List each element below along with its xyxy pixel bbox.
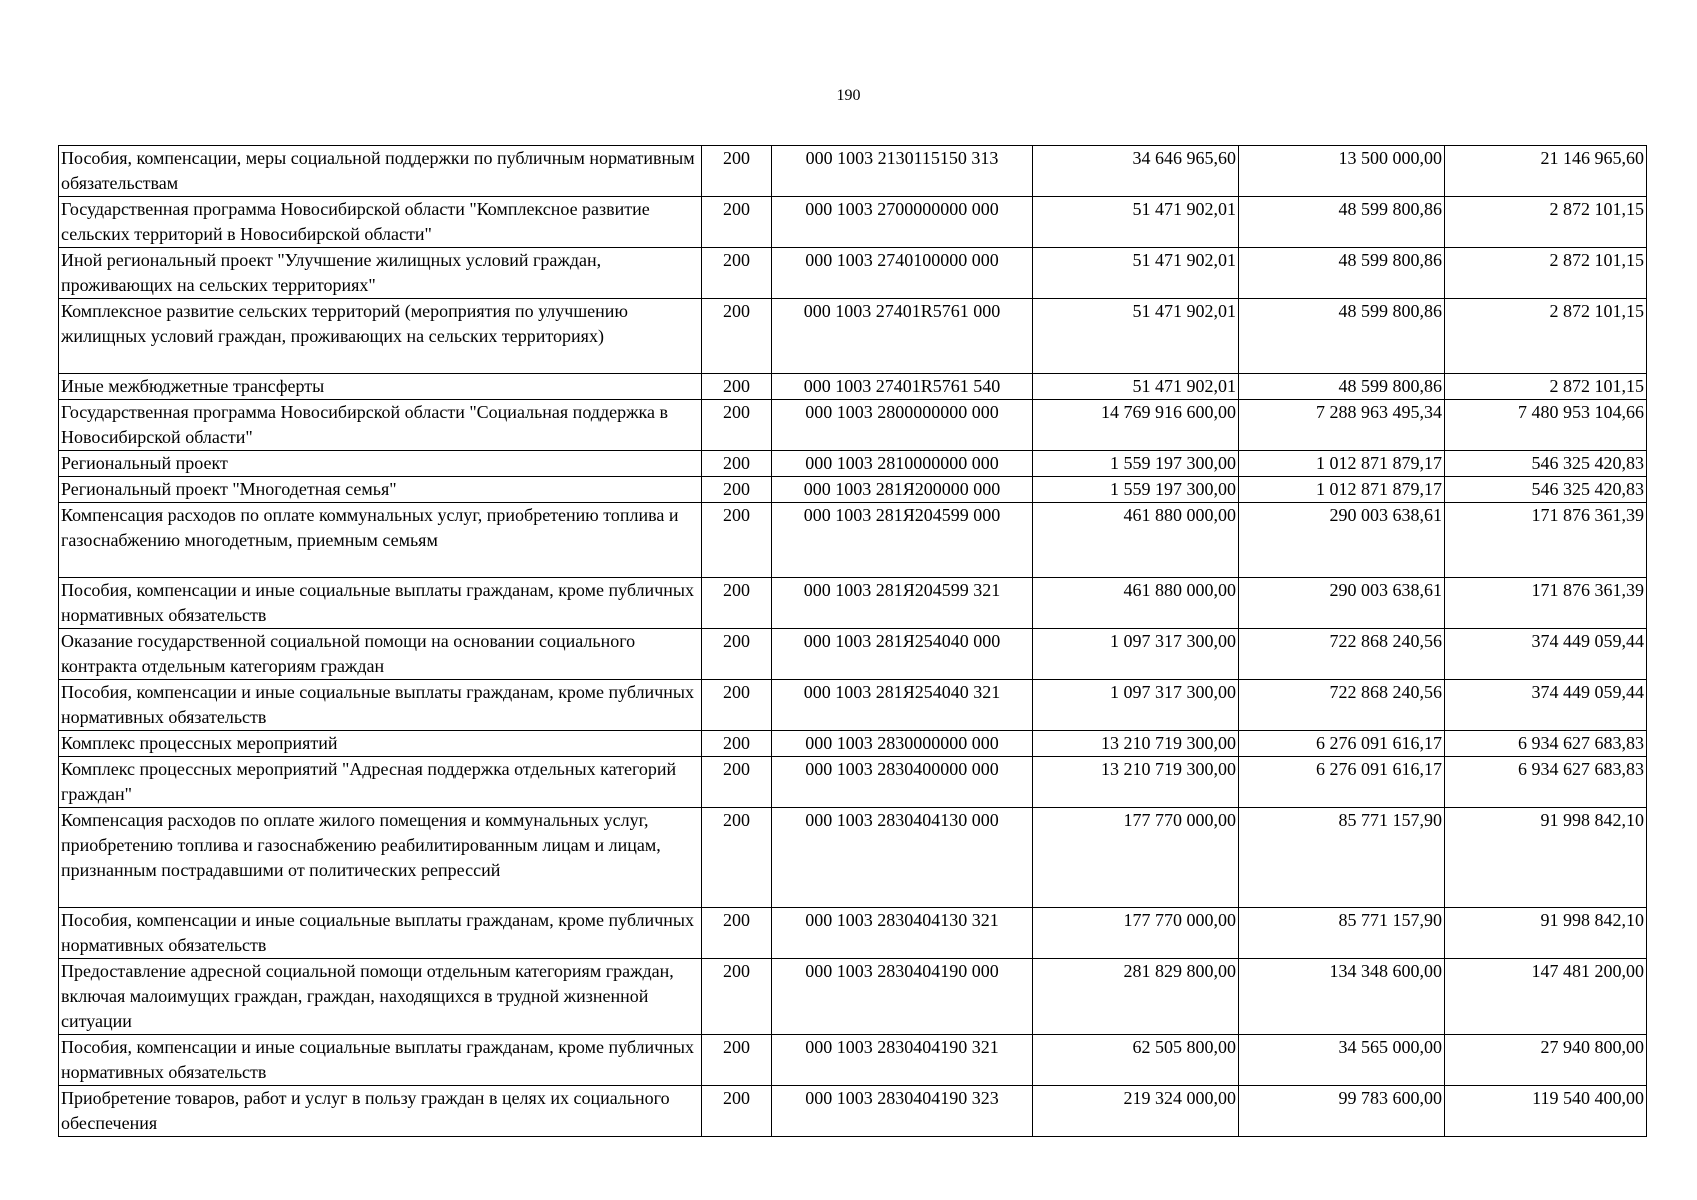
cell-admin-code: 200 (702, 451, 772, 477)
cell-executed: 48 599 800,86 (1239, 248, 1445, 299)
cell-executed: 48 599 800,86 (1239, 299, 1445, 374)
table-row (59, 503, 1647, 578)
cell-name: Предоставление адресной социальной помощи отдельным категориям граждан, включая малоимущих граждан, граждан, находящихся в трудной жизненной ситуации (59, 959, 702, 1035)
table-row (59, 959, 1647, 1035)
cell-admin-code: 200 (702, 680, 772, 731)
cell-approved: 51 471 902,01 (1033, 374, 1239, 400)
page-number: 190 (836, 87, 861, 104)
cell-admin-code: 200 (702, 629, 772, 680)
cell-executed: 1 012 871 879,17 (1239, 477, 1445, 503)
cell-approved: 1 097 317 300,00 (1033, 680, 1239, 731)
cell-name: Компенсация расходов по оплате коммунальных услуг, приобретению топлива и газоснабжению многодетным, приемным семьям (59, 503, 702, 578)
cell-approved: 51 471 902,01 (1033, 248, 1239, 299)
cell-admin-code: 200 (702, 578, 772, 629)
table-row (59, 578, 1647, 629)
cell-class-code: 000 1003 2800000000 000 (772, 400, 1033, 451)
table-body (59, 146, 1647, 1137)
cell-unexecuted: 546 325 420,83 (1445, 451, 1647, 477)
cell-class-code: 000 1003 281Я200000 000 (772, 477, 1033, 503)
cell-name: Пособия, компенсации и иные социальные выплаты гражданам, кроме публичных нормативных обязательств (59, 578, 702, 629)
cell-class-code: 000 1003 2830404190 321 (772, 1035, 1033, 1086)
cell-name: Государственная программа Новосибирской области "Социальная поддержка в Новосибирской области" (59, 400, 702, 451)
cell-class-code: 000 1003 281Я254040 000 (772, 629, 1033, 680)
cell-class-code: 000 1003 2810000000 000 (772, 451, 1033, 477)
cell-class-code: 000 1003 2700000000 000 (772, 197, 1033, 248)
cell-name: Пособия, компенсации и иные социальные выплаты гражданам, кроме публичных нормативных обязательств (59, 1035, 702, 1086)
table-row (59, 400, 1647, 451)
cell-admin-code: 200 (702, 731, 772, 757)
cell-name: Комплексное развитие сельских территорий (мероприятия по улучшению жилищных условий граждан, проживающих на сельских территориях) (59, 299, 702, 374)
cell-approved: 14 769 916 600,00 (1033, 400, 1239, 451)
cell-name: Иной региональный проект "Улучшение жилищных условий граждан, проживающих на сельских территориях" (59, 248, 702, 299)
cell-executed: 48 599 800,86 (1239, 197, 1445, 248)
cell-admin-code: 200 (702, 374, 772, 400)
table-row (59, 680, 1647, 731)
cell-approved: 51 471 902,01 (1033, 197, 1239, 248)
cell-admin-code: 200 (702, 503, 772, 578)
cell-executed: 85 771 157,90 (1239, 808, 1445, 908)
cell-executed: 85 771 157,90 (1239, 908, 1445, 959)
cell-admin-code: 200 (702, 1086, 772, 1137)
cell-admin-code: 200 (702, 908, 772, 959)
cell-unexecuted: 91 998 842,10 (1445, 808, 1647, 908)
cell-executed: 290 003 638,61 (1239, 503, 1445, 578)
cell-unexecuted: 7 480 953 104,66 (1445, 400, 1647, 451)
budget-execution-table (58, 145, 1647, 1137)
cell-class-code: 000 1003 2740100000 000 (772, 248, 1033, 299)
cell-class-code: 000 1003 2830404130 000 (772, 808, 1033, 908)
cell-approved: 13 210 719 300,00 (1033, 757, 1239, 808)
cell-unexecuted: 171 876 361,39 (1445, 578, 1647, 629)
cell-executed: 722 868 240,56 (1239, 680, 1445, 731)
cell-class-code: 000 1003 27401R5761 540 (772, 374, 1033, 400)
cell-approved: 219 324 000,00 (1033, 1086, 1239, 1137)
cell-admin-code: 200 (702, 146, 772, 197)
cell-executed: 13 500 000,00 (1239, 146, 1445, 197)
cell-class-code: 000 1003 2830000000 000 (772, 731, 1033, 757)
cell-class-code: 000 1003 2830400000 000 (772, 757, 1033, 808)
cell-approved: 177 770 000,00 (1033, 808, 1239, 908)
cell-admin-code: 200 (702, 248, 772, 299)
table-row (59, 374, 1647, 400)
cell-unexecuted: 2 872 101,15 (1445, 248, 1647, 299)
cell-approved: 51 471 902,01 (1033, 299, 1239, 374)
table-row (59, 908, 1647, 959)
cell-name: Комплекс процессных мероприятий "Адресная поддержка отдельных категорий граждан" (59, 757, 702, 808)
cell-class-code: 000 1003 281Я254040 321 (772, 680, 1033, 731)
table-row (59, 1086, 1647, 1137)
cell-unexecuted: 21 146 965,60 (1445, 146, 1647, 197)
cell-unexecuted: 2 872 101,15 (1445, 197, 1647, 248)
cell-class-code: 000 1003 2830404190 323 (772, 1086, 1033, 1137)
cell-class-code: 000 1003 281Я204599 321 (772, 578, 1033, 629)
cell-class-code: 000 1003 281Я204599 000 (772, 503, 1033, 578)
cell-executed: 290 003 638,61 (1239, 578, 1445, 629)
cell-name: Пособия, компенсации, меры социальной поддержки по публичным нормативным обязательствам (59, 146, 702, 197)
table-row (59, 451, 1647, 477)
cell-executed: 6 276 091 616,17 (1239, 731, 1445, 757)
cell-executed: 722 868 240,56 (1239, 629, 1445, 680)
cell-name: Региональный проект (59, 451, 702, 477)
cell-executed: 6 276 091 616,17 (1239, 757, 1445, 808)
cell-approved: 177 770 000,00 (1033, 908, 1239, 959)
cell-executed: 99 783 600,00 (1239, 1086, 1445, 1137)
table-row (59, 477, 1647, 503)
cell-name: Приобретение товаров, работ и услуг в пользу граждан в целях их социального обеспечения (59, 1086, 702, 1137)
cell-unexecuted: 2 872 101,15 (1445, 299, 1647, 374)
cell-approved: 62 505 800,00 (1033, 1035, 1239, 1086)
cell-unexecuted: 27 940 800,00 (1445, 1035, 1647, 1086)
cell-name: Оказание государственной социальной помощи на основании социального контракта отдельным категориям граждан (59, 629, 702, 680)
cell-class-code: 000 1003 2830404190 000 (772, 959, 1033, 1035)
table-row (59, 808, 1647, 908)
cell-name: Комплекс процессных мероприятий (59, 731, 702, 757)
cell-approved: 461 880 000,00 (1033, 503, 1239, 578)
cell-approved: 1 097 317 300,00 (1033, 629, 1239, 680)
table-row (59, 757, 1647, 808)
cell-name: Иные межбюджетные трансферты (59, 374, 702, 400)
cell-name: Государственная программа Новосибирской области "Комплексное развитие сельских территорий в Новосибирской области" (59, 197, 702, 248)
cell-unexecuted: 91 998 842,10 (1445, 908, 1647, 959)
table-row (59, 248, 1647, 299)
cell-approved: 1 559 197 300,00 (1033, 451, 1239, 477)
table-row (59, 1035, 1647, 1086)
cell-unexecuted: 546 325 420,83 (1445, 477, 1647, 503)
cell-unexecuted: 2 872 101,15 (1445, 374, 1647, 400)
cell-name: Региональный проект "Многодетная семья" (59, 477, 702, 503)
cell-admin-code: 200 (702, 959, 772, 1035)
cell-name: Компенсация расходов по оплате жилого помещения и коммунальных услуг, приобретению топлива и газоснабжению реабилитированным лицам и лицам, признанным пострадавшими от политических репрессий (59, 808, 702, 908)
cell-unexecuted: 374 449 059,44 (1445, 629, 1647, 680)
cell-unexecuted: 6 934 627 683,83 (1445, 757, 1647, 808)
cell-approved: 461 880 000,00 (1033, 578, 1239, 629)
cell-unexecuted: 147 481 200,00 (1445, 959, 1647, 1035)
cell-class-code: 000 1003 27401R5761 000 (772, 299, 1033, 374)
cell-executed: 48 599 800,86 (1239, 374, 1445, 400)
cell-name: Пособия, компенсации и иные социальные выплаты гражданам, кроме публичных нормативных обязательств (59, 908, 702, 959)
table-row (59, 299, 1647, 374)
cell-admin-code: 200 (702, 400, 772, 451)
cell-admin-code: 200 (702, 757, 772, 808)
table-row (59, 197, 1647, 248)
cell-admin-code: 200 (702, 197, 772, 248)
cell-admin-code: 200 (702, 808, 772, 908)
cell-admin-code: 200 (702, 477, 772, 503)
cell-executed: 7 288 963 495,34 (1239, 400, 1445, 451)
table-row (59, 731, 1647, 757)
cell-admin-code: 200 (702, 299, 772, 374)
cell-unexecuted: 6 934 627 683,83 (1445, 731, 1647, 757)
cell-approved: 1 559 197 300,00 (1033, 477, 1239, 503)
cell-unexecuted: 171 876 361,39 (1445, 503, 1647, 578)
cell-approved: 34 646 965,60 (1033, 146, 1239, 197)
cell-name: Пособия, компенсации и иные социальные выплаты гражданам, кроме публичных нормативных обязательств (59, 680, 702, 731)
cell-executed: 1 012 871 879,17 (1239, 451, 1445, 477)
cell-class-code: 000 1003 2830404130 321 (772, 908, 1033, 959)
table-row (59, 146, 1647, 197)
table-row (59, 629, 1647, 680)
cell-executed: 134 348 600,00 (1239, 959, 1445, 1035)
cell-class-code: 000 1003 2130115150 313 (772, 146, 1033, 197)
cell-unexecuted: 374 449 059,44 (1445, 680, 1647, 731)
cell-approved: 13 210 719 300,00 (1033, 731, 1239, 757)
cell-unexecuted: 119 540 400,00 (1445, 1086, 1647, 1137)
cell-admin-code: 200 (702, 1035, 772, 1086)
cell-approved: 281 829 800,00 (1033, 959, 1239, 1035)
cell-executed: 34 565 000,00 (1239, 1035, 1445, 1086)
